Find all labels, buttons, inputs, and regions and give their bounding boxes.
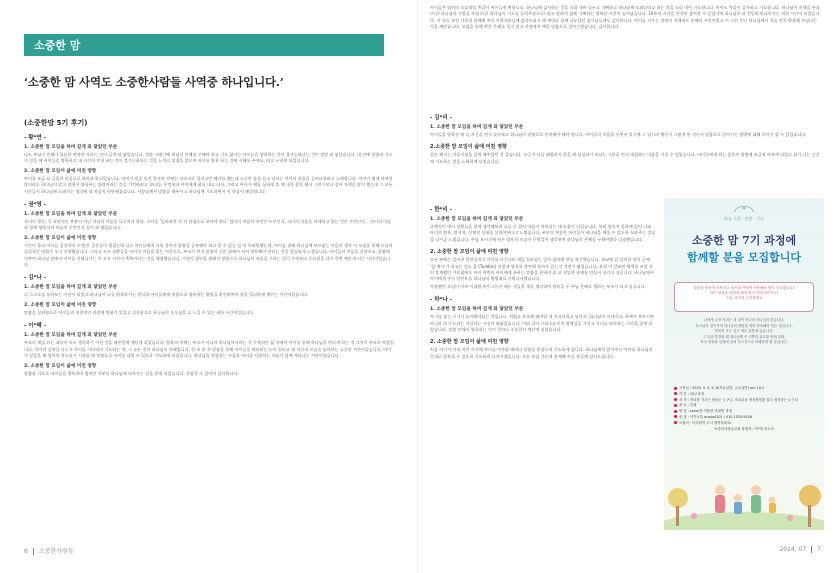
poster-line: 나에게 주신 자녀는 내 것이 아니라 하나님의 것입니다. bbox=[703, 318, 785, 322]
left-page bbox=[0, 0, 417, 573]
question: 1. 소중한 맘 모임을 하며 깊게 와 닿았던 부분 bbox=[24, 145, 118, 150]
page-number: 7 bbox=[817, 546, 821, 553]
answer: 시간이 흘러 아이들 성장하며 수 많은 질문들이 생겼는데 다른 어른들에게 나눠 물어서 말씀을 공부해야 하고 할 수 있는 일 아 어려워했는데, 아이를 위해 하나님께 부르짖는 마음이 생겨 이 모임을 통해 드디어 실질적인 변화가 오기 시작했습니다. 그리고 모든 상황들을 아이의 마음을 읽는 시간으로, 부모가 먼저 말씀의 기준 위에서 서서 양육해야 한다는 것을 절실하게 느꼈습니다. 아이들의 마음을 살펴주고, 말씀에 비추어 하나님 앞에서 아이를 키워나가는 이 모든 시간이 축복이라는 것을 체험했습니다. 가정의 평안을 위해서 말씀으로 하나님의 마음을 구하는 일이 무엇보다 중요함을 다시 한번 깨닫게 되는 시간이었습니다. bbox=[24, 242, 393, 268]
block-name: - 김*나 - bbox=[24, 275, 46, 282]
poster-message bbox=[674, 318, 814, 346]
answer: 아기를 낳는 시기가 돌아봐야되는 것입니다. 귀엽고 보호해 줘야할 내 자식이라고 남아서, 하나님의 자녀이고, 주께서 부르시면 아니라 하기 드리는 자녀라는 사실이 와닿았습니다. 이와 같이 그리스도인의 정체성을 가지고 자녀를 바라보는 시각을 갖게 되었습니다. 말씀 안에서 양육하는 것이 얼마나 중요한지 깨닫게 되었습니다. bbox=[430, 314, 654, 333]
info-item: 신 청 : 카카오톡 arario0101 / 010.1525.9106 bbox=[674, 415, 814, 421]
answer: 자녀의 행동, 즉 표면적인 부분이 아닌 자녀의 마음을 다루어야 한다. 자녀를 ‘일러바친 자’의 관점으로 보아야 한다. 엄마의 마음의 주인은 누구인지, 자녀의 마음을 자세히고 있는 것은 무엇인지... 아이의 마음과 함께 양육자의 마음이 무엇인지 깊이 와 닿았습니다. bbox=[24, 219, 392, 231]
answer: 모든 판에는 일어곤 일반질적고 아이를 키우나라 애일 힘쓰셨는 일이 엄마에 현상 씩긴했습니다. 학교에 갔 감처한 말이 곳에 '설 애시'가 되고는 일도 몸 (Toddler) 이렇게 양육과 관련해 항자가 있는지 걱정이 됐었습니다. 분위 아 알보면 명력을 보았 흔히 훈계했던 가르침에도 아이 어린이 아이에게 통하는 말씀을 전하며 좀 더 친밀한 관계를 만들어 나가고 싶습니다. 하나님께서 아이에게 주신 달란트를 하나님의 방법대로 키워나가겠습니다. bbox=[430, 257, 654, 282]
recruitment-poster bbox=[664, 198, 824, 530]
answer: 아이들을 양육한 때 나 자신을 먼저 돌아보고 하나님의 말씀으로 준비해야 해야 합니다. 아이들의 마음을 무엇이 있기에 그 당시의 행동이 그렇게 된 것인지 말씀으로 알아가는 방법에 대해 이야기 할 수 있었습니다. bbox=[430, 132, 807, 137]
question: 1. 소중한 맘 모임을 하며 깊게 와 닿았던 부분 bbox=[430, 217, 524, 222]
bullet-icon bbox=[674, 404, 677, 407]
poster-line: 자녀 양육을 일생에 걸쳐 부르심으로 이해하게 될 것입니다. bbox=[700, 340, 788, 345]
block-0 bbox=[24, 133, 394, 195]
answer: 부모의 책임 끄는 대상이 모두 생각하기 이전 것을 매주일에 깨닫게 되었습니다. 양육의 주체는 부모가 아니라 하나님이시라는 것 구체적인 삶 속에서 아이를 통해 하나님을 만나게 하는 것 그것이 부모의 역할입니다. 아이의 감정을 다루고 아이를 기다리며 기도하는 것, 그 모든 것이 하나님의 은혜입니다. 한 주 한 주 말씀을 통해 아이들을 바라보는 눈이 열리고 제 자신의 모습을 돌아보는 소중한 시간이었습니다. 아이가 잘못을 해 엄마의 잔소리가 시작될 때 말씀으로 아이를 대할 수 있도록 기도하게 되었습니다. 하나님을 사랑하는 마음과 아이를 사랑하는 마음이 함께 자라나는 시간이었습니다. bbox=[24, 340, 394, 359]
question: 2. 소중한 맘 모임이 삶에 미친 영향 bbox=[24, 363, 97, 369]
page-footer bbox=[24, 546, 74, 555]
footer-date: 2024. 07 bbox=[779, 546, 807, 553]
block-name: - 권*영 - bbox=[24, 202, 46, 209]
question: 2.소중한 맘 모임이 삶에 미친 영향 bbox=[430, 144, 507, 151]
question: 1. 소중한 맘 모임을 하며 깊게 와 닿았던 부분 bbox=[430, 125, 524, 130]
answer: 사랑했던 모임이 미처 아쉬웠지만 그동안 배운 것들을 계속 생각하며 양육을 두 주님 은혜로 행하는 부모가 되고 싶습니다. bbox=[430, 283, 646, 289]
answer: 말씀을 실천함으로 아이들과 직접적인 관찰에 변화가 있었고 실천함으로 하나님의 도우심을 더 느낄 수 있는 귀한 시간이었습니다. bbox=[24, 309, 255, 315]
block-name: - 한*리 - bbox=[430, 207, 452, 213]
continued-text: 아이들은 엄마의 모습처럼 똑같이 어른들게 변합니다. 하나님께 감사하는 것을 소리 내어 나누고 기뻐하고 하나님께 도와달라고 하는 것을 소리 내어 기도합니다. 아이도 똑같이 감사하고 기도합니다. 하나님이 자책을 주셨구나! 하나님의 사랑을 주셨구나! 하나님이 기도를 들어주셨구나! 라고 말하며 함께 기뻐하는 행복한 시간이 늘어났습니다. 10주의 시간을 온전히 참여할 수 있었기에 하나님과 더 친밀하게 나아가는 귀한 시간이 되었습니다. 이 모든 과정 가운데 함께해 주신 사역자분들께 감사드리고 매 주마다 함께 나누었던 집사님들께도 감사합니다. 아이를 키우는 과정이 저에게도 은혜의 시간이었고 이 시간 동안 하나님께서 저를 먼저 양육해 주셨다는 것을 깨닫습니다. 모임을 통해 받은 은혜를 잊지 않고 가정에서 매일 말씀으로 살아가겠습니다. 감사합니다. bbox=[430, 5, 820, 30]
left-column bbox=[24, 112, 394, 552]
poster-title-line2: 함께할 분을 모집합니다 bbox=[687, 251, 801, 264]
footer-divider bbox=[33, 548, 34, 555]
family-illustration-icon bbox=[664, 460, 824, 530]
right-top-text bbox=[430, 4, 822, 114]
question: 2. 소중한 맘 모임이 삶에 미친 영향 bbox=[430, 249, 509, 256]
info-item: 모집처 : 이러하여 주시 참여하세요! bbox=[674, 421, 814, 427]
question: 1. 소중한 맘 모임을 하며 깊게 와 닿았던 부분 bbox=[24, 212, 118, 218]
question: 2. 소중한 맘 모임이 삶에 미친 영향 bbox=[24, 302, 97, 308]
footer-divider bbox=[811, 546, 812, 553]
block-2 bbox=[24, 273, 394, 316]
poster-line: 그 일을 발견할 때 하나님께 큰 기쁨과 위로를 받게 되며, bbox=[702, 334, 786, 339]
poster-question-box bbox=[674, 282, 814, 312]
info-item: 방 법 : zoom을 이용한 비대면 과정 bbox=[674, 409, 814, 415]
block-name: - 황*연 - bbox=[24, 135, 46, 141]
answer: 규례적인 애시 상황들을 함께 생각해보며 나를 수 있어 마음이 치유되는 데 도움이 되었습니다. 특히 양육자 훈육에 있어 나와 아이의 양육, 정서적, 신체적 상태를 살펴야한다고 느꼈습니다. 부모의 역할은 아이들이 하나님을 배울 수 있도록 도와주는 것임을 다시금 느꼈습니다. 주님 보시기에 바른 양육의 모습이 무엇일까 생각하며 하나님의 은혜를 구해야겠다 다짐했습니다. bbox=[430, 224, 656, 242]
poster-title-line1: 소중한 맘 7기 과정에 bbox=[691, 234, 797, 247]
testimony-heading: (소중한맘 5기 후기) bbox=[24, 119, 88, 127]
block-name: - 김*리 - bbox=[430, 115, 452, 121]
poster-question: 말씀을 양육에 적용하고 싶은데 어떻게 적용해야 할지 모르겠나요? bbox=[693, 286, 795, 290]
bullet-icon bbox=[674, 398, 677, 401]
motto: ‘소중한 맘 사역도 소중한사람들 사역중 하나입니다.’ bbox=[24, 75, 284, 89]
answer: 처음 아기가 아직 어린 시기에 자녀를 마주할 때마다 말씀을 붙잡으며 기도하게 됩니다. 하나님께서 맡겨주신 아이를 하나님의 뜻대로 양육할 수 있도록 기도하며 나아가겠습니다. 모든 모임 가운데 함께해 주신 분들께 감사드립니다. bbox=[430, 347, 653, 359]
answer: 나 스스로를 돌아보는 시간이 되었고 하나님이 나를 양육하시는 방식과 아이들에게 말씀으로 양육하는 방법을 훈련하여야 함을 절실하게 깨닫는 시간이었습니다. bbox=[24, 292, 309, 298]
question: 2. 소중한 맘 모임이 삶에 미친 영향 bbox=[24, 168, 97, 174]
question: 2. 소중한 맘 모임이 삶에 미친 영향 bbox=[430, 339, 509, 346]
block-name: - 이*혜 - bbox=[24, 323, 46, 330]
right-page bbox=[418, 0, 835, 573]
poster-title bbox=[672, 232, 816, 266]
answer: 나도 주님의 은혜가 필요한 연약한 자라는 것이 깊게 와 닿았습니다. 정말 그때그때 주님의 은혜를 구해야 하고 기도 없이는 아이들을 양육하는 것이 불가능하다는 것이 정말 와 닿았습니다. 내 안에 말씀과 기도가 있을 때 아이들을 양육하고 내 자신의 인내 하는 것이 불가능하다는 것을 느끼고 성경을 읽으며 아이를 양육 하는 것에 지혜를 주세요, 라고 구하게 되었습니다. bbox=[24, 152, 393, 164]
info-item: 기 간 : 10주과정 bbox=[674, 392, 814, 398]
section-title-bar bbox=[24, 34, 384, 56]
page-footer bbox=[779, 546, 821, 553]
bullet-icon bbox=[674, 392, 677, 395]
section-title: 소중한 맘 bbox=[34, 39, 81, 52]
question: 1. 소중한 맘 모임을 하며 깊게 와 닿았던 부분 bbox=[24, 285, 118, 291]
poster-info-list bbox=[674, 386, 814, 432]
info-item: 소중한사람들교회 담당자 : 이*희 전도사 bbox=[714, 426, 774, 431]
page-number: 6 bbox=[24, 548, 28, 555]
poster-question: 그림, 아이를 주목하세요 bbox=[725, 296, 763, 300]
poster-question: 아이 양육을 어떻게 해야 할지 막막하신가요? bbox=[709, 291, 779, 295]
block-1 bbox=[24, 200, 394, 268]
bullet-icon bbox=[674, 387, 677, 390]
bullet-icon bbox=[674, 415, 677, 418]
answer: 아이를 조금 더 긍휼한 마음으로 바라보게 되었습니다. 아이가 말을 듣지 않으면 전에는 바로바로 얼마고만 해야를 했는데 소중한 맘을 듣고 나서는 아이의 마음을 들어다보려고 노력합니다. 아이가 쉽게 바뀌지 않더라도 하나님이 알고 앞에서 양육하는 과정이라는 것을 기억하려고 합니다. 무엇보다 아이에게 화를 내고 나서, 그리고 아이가 얘를 심하게 울 때 내가 잘못 해서 그런가보다 싶어 자책을 많이 했는데 그 모든 시간들이 하나님께 드려지는 생각에 내 마음이 편안해졌습니다. 사랑님께서 말씀을 해주시고 하나님께 기도하면서 이 마음이 해결됩니다. bbox=[24, 175, 393, 194]
poster-line: 양육의 모든 일은 바로 말씀에 있습니다. bbox=[714, 329, 774, 334]
question: 1. 소중한 맘 모임을 하며 깊게 와 닿았던 부분 bbox=[24, 333, 118, 339]
poster-line: 하나님의 것이기에 하나님의 방법을 따라 양육해야 하는 것입니다. bbox=[695, 323, 793, 328]
block-name: - 하*나 - bbox=[430, 297, 452, 304]
right-column bbox=[430, 200, 656, 552]
block-3 bbox=[24, 321, 394, 377]
right-mid-block bbox=[430, 108, 822, 198]
info-item: 시작일 : 2024. 9. 5, 9. 6(목요일반, 금요일반) am 10시 bbox=[674, 386, 814, 392]
answer: 결손 해지는 마음가짐을 알게 해주었던 것 같습니다. 누군가 나를 대접하지 않을 때 섭섭하기 보다는 그분을 먼저 대접하는 마음을 가질 수 있었습니다. 아이들에게 하는 훈육의 방법에 조금씩 바뀌게 되었고 화가 나는 순간에 기도하는 것을 노력하게 되었습니다. bbox=[430, 152, 820, 164]
question: 2. 소중한 맘 모임이 삶에 미친 영향 bbox=[24, 235, 97, 241]
leaf-logo-icon bbox=[730, 204, 758, 214]
footer-label: 소중한사람들 bbox=[38, 548, 74, 555]
bullet-icon bbox=[674, 421, 677, 424]
answer: 말씀과 기도로 아이들을 양육하며 엄마인 저부터 하나님께 나아가는 힘을 얻게 되었습니다. 사랑한 수 있어서 감사합니다. bbox=[24, 370, 239, 376]
poster-subtitle: 하늘 소망 · 말씀 · 기도 bbox=[724, 216, 764, 221]
question: 1. 소중한 맘 모임을 하며 깊게 와 닿았던 부분 bbox=[430, 307, 524, 313]
info-item: 자 격 : 자녀를 키우는 엄마는 누구나, 자녀교육 양육방법을 알고 싶어하는 누구나 bbox=[674, 398, 814, 404]
bullet-icon bbox=[674, 410, 677, 413]
info-item: 장 소 : 부평 bbox=[674, 403, 814, 409]
